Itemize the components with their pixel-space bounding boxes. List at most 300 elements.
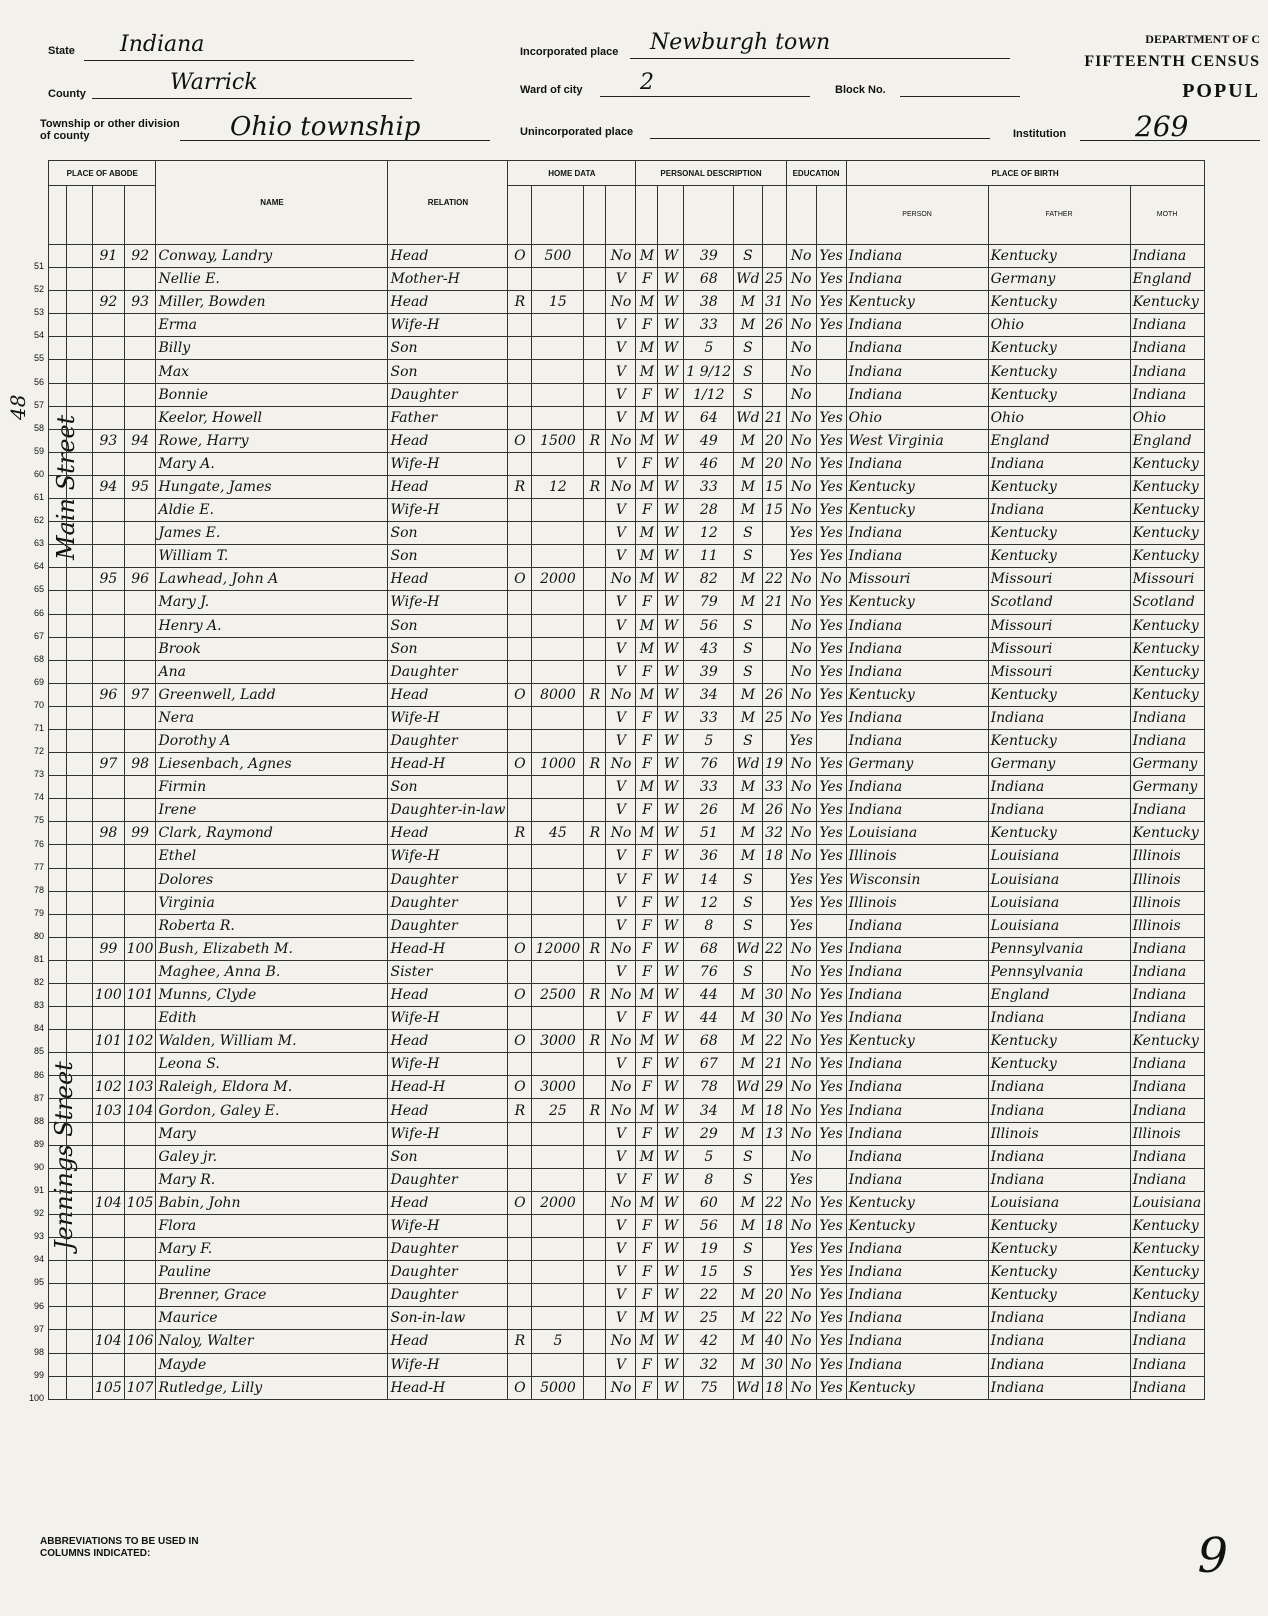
- age-at-marriage: 22: [762, 1191, 786, 1214]
- age: 25: [684, 1307, 734, 1330]
- age-at-marriage: 29: [762, 1076, 786, 1099]
- farm: V: [606, 268, 636, 291]
- age: 34: [684, 683, 734, 706]
- col-name: NAME: [156, 161, 388, 245]
- birthplace-father: Kentucky: [988, 245, 1130, 268]
- home-value: 2000: [532, 568, 584, 591]
- age: 28: [684, 499, 734, 522]
- table-row: [49, 614, 1205, 637]
- marital: M: [734, 1307, 762, 1330]
- dwelling-number: [93, 868, 125, 891]
- school: No: [786, 1330, 816, 1353]
- birthplace-father: England: [988, 429, 1130, 452]
- dwelling-number: 101: [93, 1030, 125, 1053]
- birthplace-person: Kentucky: [846, 499, 988, 522]
- birthplace-mother: Kentucky: [1130, 660, 1204, 683]
- school: No: [786, 591, 816, 614]
- age: 68: [684, 1030, 734, 1053]
- person-name: Bonnie: [156, 383, 388, 406]
- person-name: Edith: [156, 1007, 388, 1030]
- table-row: [49, 545, 1205, 568]
- line-number: 86: [33, 1069, 44, 1080]
- birthplace-person: West Virginia: [846, 429, 988, 452]
- marital: M: [734, 845, 762, 868]
- home-owned: [508, 914, 532, 937]
- birthplace-person: Indiana: [846, 914, 988, 937]
- dwelling-number: [93, 1145, 125, 1168]
- age-at-marriage: 13: [762, 1122, 786, 1145]
- birthplace-person: Indiana: [846, 1007, 988, 1030]
- relation: Head: [388, 822, 508, 845]
- sex: M: [636, 1307, 658, 1330]
- relation: Daughter: [388, 1261, 508, 1284]
- sex: M: [636, 1191, 658, 1214]
- school: No: [786, 314, 816, 337]
- radio-set: [584, 1330, 606, 1353]
- ward-value: 2: [640, 70, 654, 95]
- age-at-marriage: 30: [762, 1353, 786, 1376]
- read-write: [816, 729, 846, 752]
- farm: V: [606, 891, 636, 914]
- race: W: [658, 1376, 684, 1399]
- family-number: [124, 614, 156, 637]
- dwelling-number: [93, 268, 125, 291]
- age-at-marriage: 20: [762, 429, 786, 452]
- home-owned: [508, 337, 532, 360]
- age: 68: [684, 268, 734, 291]
- home-value: 25: [532, 1099, 584, 1122]
- person-name: Dorothy A: [156, 729, 388, 752]
- person-name: Clark, Raymond: [156, 822, 388, 845]
- home-value: [532, 268, 584, 291]
- marital: S: [734, 245, 762, 268]
- relation: Daughter: [388, 868, 508, 891]
- home-value: 45: [532, 822, 584, 845]
- read-write: Yes: [816, 753, 846, 776]
- birthplace-mother: Indiana: [1130, 1168, 1204, 1191]
- marital: M: [734, 822, 762, 845]
- read-write: Yes: [816, 984, 846, 1007]
- home-value: 12000: [532, 937, 584, 960]
- table-row: [49, 1284, 1205, 1307]
- person-name: Dolores: [156, 868, 388, 891]
- dwelling-number: [93, 591, 125, 614]
- line-number: 67: [33, 630, 44, 641]
- home-value: [532, 1007, 584, 1030]
- home-owned: [508, 360, 532, 383]
- home-owned: R: [508, 1099, 532, 1122]
- birthplace-mother: Kentucky: [1130, 1284, 1204, 1307]
- age: 1 9/12: [684, 360, 734, 383]
- dwelling-number: 104: [93, 1330, 125, 1353]
- line-number: 79: [33, 907, 44, 918]
- marital: M: [734, 1214, 762, 1237]
- race: W: [658, 637, 684, 660]
- marital: S: [734, 383, 762, 406]
- home-owned: [508, 1168, 532, 1191]
- dwelling-number: [93, 1353, 125, 1376]
- relation: Wife-H: [388, 1122, 508, 1145]
- radio-set: [584, 337, 606, 360]
- read-write: [816, 1168, 846, 1191]
- person-name: Conway, Landry: [156, 245, 388, 268]
- col-place-of-abode: PLACE OF ABODE: [49, 161, 156, 186]
- birthplace-mother: Indiana: [1130, 1053, 1204, 1076]
- marital: M: [734, 683, 762, 706]
- radio-set: [584, 1007, 606, 1030]
- age-at-marriage: [762, 914, 786, 937]
- home-owned: [508, 868, 532, 891]
- relation: Son: [388, 522, 508, 545]
- age: 15: [684, 1261, 734, 1284]
- farm: V: [606, 706, 636, 729]
- table-row: [49, 1145, 1205, 1168]
- age-at-marriage: [762, 522, 786, 545]
- sex: M: [636, 429, 658, 452]
- radio-set: R: [584, 1099, 606, 1122]
- birthplace-father: Pennsylvania: [988, 937, 1130, 960]
- radio-set: [584, 706, 606, 729]
- dwelling-number: [93, 337, 125, 360]
- family-number: [124, 406, 156, 429]
- marital: S: [734, 360, 762, 383]
- line-number: 81: [33, 954, 44, 964]
- school: No: [786, 568, 816, 591]
- radio-set: R: [584, 822, 606, 845]
- birthplace-mother: Indiana: [1130, 360, 1204, 383]
- home-owned: [508, 452, 532, 475]
- age: 46: [684, 452, 734, 475]
- read-write: Yes: [816, 1122, 846, 1145]
- relation: Head: [388, 984, 508, 1007]
- farm: V: [606, 868, 636, 891]
- home-value: [532, 845, 584, 868]
- farm: V: [606, 729, 636, 752]
- birthplace-mother: Indiana: [1130, 960, 1204, 983]
- birthplace-mother: Indiana: [1130, 1076, 1204, 1099]
- birthplace-father: Kentucky: [988, 1030, 1130, 1053]
- read-write: Yes: [816, 245, 846, 268]
- farm: V: [606, 591, 636, 614]
- read-write: Yes: [816, 1030, 846, 1053]
- line-number: 73: [33, 769, 44, 780]
- race: W: [658, 499, 684, 522]
- home-value: 1000: [532, 753, 584, 776]
- dwelling-number: [93, 914, 125, 937]
- age: 5: [684, 1145, 734, 1168]
- birthplace-person: Indiana: [846, 1261, 988, 1284]
- line-number: 92: [33, 1208, 44, 1219]
- table-row: [49, 291, 1205, 314]
- read-write: Yes: [816, 452, 846, 475]
- line-number: 87: [33, 1092, 44, 1103]
- farm: No: [606, 937, 636, 960]
- farm: No: [606, 683, 636, 706]
- birthplace-father: Kentucky: [988, 729, 1130, 752]
- birthplace-father: England: [988, 984, 1130, 1007]
- birthplace-father: Indiana: [988, 799, 1130, 822]
- farm: V: [606, 1284, 636, 1307]
- school: No: [786, 960, 816, 983]
- dwelling-number: 95: [93, 568, 125, 591]
- line-number: 52: [33, 284, 44, 295]
- sex: M: [636, 522, 658, 545]
- marital: S: [734, 891, 762, 914]
- age-at-marriage: [762, 245, 786, 268]
- line-number: 65: [33, 584, 44, 595]
- dwelling-number: [93, 1053, 125, 1076]
- radio-set: [584, 960, 606, 983]
- home-owned: [508, 845, 532, 868]
- marital: M: [734, 706, 762, 729]
- street-note-main: Main Street: [52, 414, 80, 560]
- age-at-marriage: 21: [762, 1053, 786, 1076]
- col-mother: MOTH: [1130, 186, 1204, 245]
- table-row: [49, 845, 1205, 868]
- birthplace-person: Indiana: [846, 1330, 988, 1353]
- family-number: [124, 1214, 156, 1237]
- birthplace-mother: Kentucky: [1130, 499, 1204, 522]
- birthplace-mother: Kentucky: [1130, 291, 1204, 314]
- race: W: [658, 1168, 684, 1191]
- radio-set: [584, 1076, 606, 1099]
- home-owned: [508, 729, 532, 752]
- home-value: [532, 891, 584, 914]
- birthplace-person: Indiana: [846, 1168, 988, 1191]
- birthplace-father: Indiana: [988, 1353, 1130, 1376]
- birthplace-father: Indiana: [988, 706, 1130, 729]
- birthplace-mother: Illinois: [1130, 1122, 1204, 1145]
- birthplace-mother: Ohio: [1130, 406, 1204, 429]
- read-write: Yes: [816, 475, 846, 498]
- sex: F: [636, 1376, 658, 1399]
- age: 33: [684, 776, 734, 799]
- radio-set: [584, 545, 606, 568]
- birthplace-person: Illinois: [846, 845, 988, 868]
- family-number: [124, 522, 156, 545]
- sex: M: [636, 683, 658, 706]
- birthplace-mother: Indiana: [1130, 314, 1204, 337]
- age-at-marriage: 30: [762, 984, 786, 1007]
- marital: Wd: [734, 268, 762, 291]
- race: W: [658, 1284, 684, 1307]
- age-at-marriage: 19: [762, 753, 786, 776]
- radio-set: [584, 1168, 606, 1191]
- age-at-marriage: 18: [762, 845, 786, 868]
- person-name: Munns, Clyde: [156, 984, 388, 1007]
- school: No: [786, 429, 816, 452]
- birthplace-mother: Indiana: [1130, 799, 1204, 822]
- person-name: Brenner, Grace: [156, 1284, 388, 1307]
- race: W: [658, 729, 684, 752]
- relation: Wife-H: [388, 1053, 508, 1076]
- race: W: [658, 591, 684, 614]
- person-name: Hungate, James: [156, 475, 388, 498]
- farm: V: [606, 1214, 636, 1237]
- home-owned: R: [508, 291, 532, 314]
- department-title: DEPARTMENT OF C: [1145, 32, 1260, 46]
- radio-set: R: [584, 429, 606, 452]
- age-at-marriage: 32: [762, 822, 786, 845]
- read-write: [816, 1145, 846, 1168]
- race: W: [658, 245, 684, 268]
- marital: S: [734, 1261, 762, 1284]
- radio-set: [584, 360, 606, 383]
- birthplace-father: Kentucky: [988, 1214, 1130, 1237]
- relation: Wife-H: [388, 314, 508, 337]
- table-row: [49, 914, 1205, 937]
- marital: M: [734, 475, 762, 498]
- age: 33: [684, 706, 734, 729]
- farm: No: [606, 291, 636, 314]
- sex: F: [636, 383, 658, 406]
- sex: F: [636, 729, 658, 752]
- person-name: Erma: [156, 314, 388, 337]
- birthplace-father: Louisiana: [988, 868, 1130, 891]
- line-number: 63: [33, 538, 44, 549]
- table-row: [49, 360, 1205, 383]
- marital: S: [734, 614, 762, 637]
- sex: F: [636, 868, 658, 891]
- school: No: [786, 822, 816, 845]
- read-write: Yes: [816, 1261, 846, 1284]
- read-write: Yes: [816, 406, 846, 429]
- birthplace-father: Kentucky: [988, 475, 1130, 498]
- person-name: Lawhead, John A: [156, 568, 388, 591]
- age: 19: [684, 1238, 734, 1261]
- person-name: Bush, Elizabeth M.: [156, 937, 388, 960]
- line-number: 88: [33, 1115, 44, 1126]
- age: 49: [684, 429, 734, 452]
- birthplace-mother: Indiana: [1130, 245, 1204, 268]
- table-row: [49, 1099, 1205, 1122]
- line-number: 60: [33, 468, 44, 479]
- read-write: Yes: [816, 937, 846, 960]
- relation: Son: [388, 337, 508, 360]
- family-number: 106: [124, 1330, 156, 1353]
- birthplace-mother: Kentucky: [1130, 822, 1204, 845]
- radio-set: [584, 406, 606, 429]
- table-row: [49, 1007, 1205, 1030]
- sex: M: [636, 360, 658, 383]
- read-write: Yes: [816, 545, 846, 568]
- age-at-marriage: 21: [762, 406, 786, 429]
- age: 5: [684, 337, 734, 360]
- sex: F: [636, 706, 658, 729]
- line-number: 72: [33, 746, 44, 757]
- birthplace-father: Kentucky: [988, 1261, 1130, 1284]
- farm: V: [606, 1238, 636, 1261]
- home-owned: O: [508, 753, 532, 776]
- age: 43: [684, 637, 734, 660]
- dwelling-number: [93, 799, 125, 822]
- birthplace-mother: Indiana: [1130, 1330, 1204, 1353]
- birthplace-mother: Kentucky: [1130, 1214, 1204, 1237]
- line-number: 93: [33, 1231, 44, 1242]
- birthplace-mother: Kentucky: [1130, 452, 1204, 475]
- dwelling-number: [93, 1238, 125, 1261]
- age: 14: [684, 868, 734, 891]
- farm: V: [606, 1145, 636, 1168]
- farm: V: [606, 545, 636, 568]
- home-owned: O: [508, 937, 532, 960]
- dwelling-number: 105: [93, 1376, 125, 1399]
- radio-set: [584, 914, 606, 937]
- school: No: [786, 799, 816, 822]
- home-owned: O: [508, 245, 532, 268]
- marital: M: [734, 1030, 762, 1053]
- radio-set: R: [584, 984, 606, 1007]
- read-write: Yes: [816, 1076, 846, 1099]
- age: 8: [684, 914, 734, 937]
- birthplace-person: Indiana: [846, 522, 988, 545]
- sex: M: [636, 1330, 658, 1353]
- sex: F: [636, 937, 658, 960]
- person-name: Maghee, Anna B.: [156, 960, 388, 983]
- marital: M: [734, 568, 762, 591]
- person-name: Ethel: [156, 845, 388, 868]
- school: Yes: [786, 914, 816, 937]
- birthplace-father: Missouri: [988, 568, 1130, 591]
- birthplace-person: Indiana: [846, 337, 988, 360]
- birthplace-mother: Kentucky: [1130, 637, 1204, 660]
- home-owned: [508, 776, 532, 799]
- col-personal: PERSONAL DESCRIPTION: [636, 161, 786, 186]
- table-row: [49, 937, 1205, 960]
- birthplace-person: Indiana: [846, 1099, 988, 1122]
- relation: Daughter: [388, 729, 508, 752]
- radio-set: [584, 1053, 606, 1076]
- age-at-marriage: 33: [762, 776, 786, 799]
- marital: S: [734, 337, 762, 360]
- farm: V: [606, 360, 636, 383]
- age-at-marriage: [762, 868, 786, 891]
- marital: S: [734, 1168, 762, 1191]
- read-write: [816, 337, 846, 360]
- school: No: [786, 984, 816, 1007]
- home-value: [532, 337, 584, 360]
- relation: Head: [388, 568, 508, 591]
- read-write: Yes: [816, 1238, 846, 1261]
- family-number: [124, 1353, 156, 1376]
- line-number: 76: [33, 838, 44, 849]
- birthplace-mother: Kentucky: [1130, 614, 1204, 637]
- school: No: [786, 706, 816, 729]
- home-value: [532, 868, 584, 891]
- school: No: [786, 1353, 816, 1376]
- table-row: [49, 452, 1205, 475]
- age: 8: [684, 1168, 734, 1191]
- age-at-marriage: 26: [762, 683, 786, 706]
- radio-set: [584, 845, 606, 868]
- birthplace-person: Wisconsin: [846, 868, 988, 891]
- family-number: 94: [124, 429, 156, 452]
- table-row: [49, 660, 1205, 683]
- person-name: Mary F.: [156, 1238, 388, 1261]
- relation: Head-H: [388, 753, 508, 776]
- home-value: 2500: [532, 984, 584, 1007]
- sex: F: [636, 1214, 658, 1237]
- farm: V: [606, 914, 636, 937]
- race: W: [658, 845, 684, 868]
- farm: V: [606, 452, 636, 475]
- age: 11: [684, 545, 734, 568]
- line-number: 99: [33, 1369, 44, 1380]
- school: No: [786, 291, 816, 314]
- table-row: [49, 1330, 1205, 1353]
- age: 33: [684, 314, 734, 337]
- read-write: Yes: [816, 1214, 846, 1237]
